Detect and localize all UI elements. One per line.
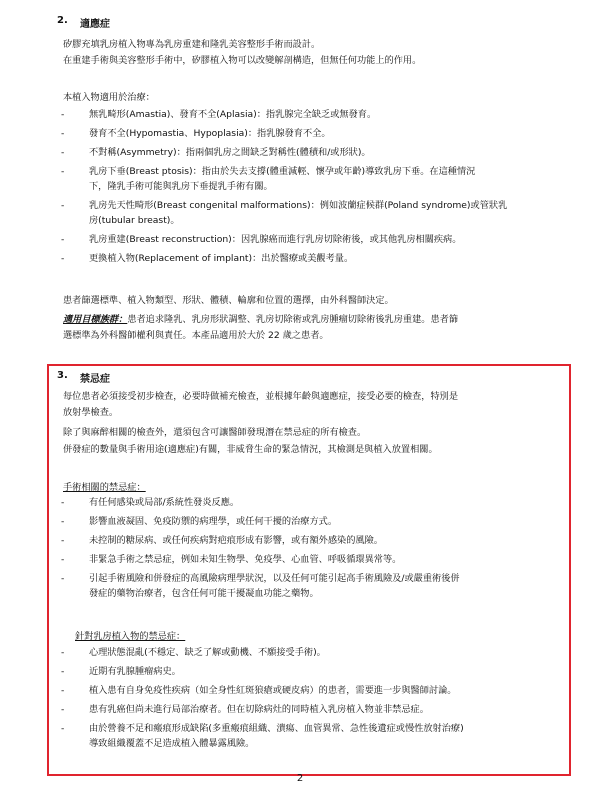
bullet-dash: - [61,554,65,565]
bullet-dash: - [61,704,65,715]
implant-contraindications-list [63,645,563,751]
list-item-text: 發育不全(Hypomastia、Hypoplasia)：指乳腺發育不全。 [89,128,331,139]
section-3-para-1b: 放射學檢查。 [63,407,119,418]
target-population-line [63,312,458,327]
bullet-dash: - [61,234,65,245]
section-2-number: 2. [57,15,68,26]
section-2-intro: 本植入物適用於治療： [63,92,155,103]
bullet-dash: - [61,573,65,584]
list-item-text: 近期有乳腺腫瘤病史。 [89,666,181,677]
bullet-dash: - [61,200,65,211]
list-item-text: 未控制的糖尿病、或任何疾病對疤痕形成有影響，或有額外感染的風險。 [89,535,383,546]
list-item [63,198,563,228]
bullet-dash: - [61,128,65,139]
implant-contraindications-title: 針對乳房植入物的禁忌症： [75,631,186,642]
list-item [63,702,563,717]
list-item-text: 乳房下垂(Breast ptosis)：指由於失去支撐(體重減輕、懷孕或年齡)導致乳房下垂。在這種情況 [89,166,476,177]
list-item-text: 由於營養不足和瘢痕形成缺陷(多重瘢痕組織、潰瘍、血管異常、急性後遺症或慢性放射治療) [89,723,464,734]
list-item-text: 乳房先天性畸形(Breast congenital malformations)：例如波蘭症候群(Poland syndrome)或管狀乳 [89,200,508,211]
bullet-dash: - [61,497,65,508]
list-item-text: 不對稱(Asymmetry)：指兩個乳房之間缺乏對稱性(體積和/或形狀)。 [89,147,371,158]
list-item-text: 植入患有自身免疫性疾病（如全身性紅斑狼瘡或硬皮病）的患者，需要進一步與醫師討論。 [89,685,457,696]
list-item-text: 下，隆乳手術可能與乳房下垂提乳手術有關。 [89,181,273,192]
list-item [63,645,563,660]
section-3-para-1a: 每位患者必須接受初步檢查，必要時做補充檢查，並根據年齡與適應症，接受必要的檢查，特別是 [63,391,459,402]
section-2-indication-list [63,107,563,266]
section-3-para-3: 併發症的數量與手術用途(適應症)有關，非威脅生命的緊急情況，其檢測是與植入放置相關。 [63,444,438,455]
bullet-dash: - [61,723,65,734]
surgical-contraindications-title: 手術相關的禁忌症： [63,482,146,493]
list-item [63,107,563,122]
bullet-dash: - [61,166,65,177]
list-item-text: 無乳畸形(Amastia)、發育不全(Aplasia)：指乳腺完全缺乏或無發育。 [89,109,377,120]
list-item [63,721,563,751]
target-population-text-2: 選標準為外科醫師權利與責任。本產品適用於大於 22 歲之患者。 [63,330,329,341]
bullet-dash: - [61,147,65,158]
section-3-number: 3. [57,370,68,381]
bullet-dash: - [61,109,65,120]
list-item-text: 引起手術風險和併發症的高風險病理學狀況，以及任何可能引起高手術風險及/或嚴重術後併 [89,573,460,584]
bullet-dash: - [61,666,65,677]
section-3-para-2: 除了與麻醉相關的檢查外，還須包含可讓醫師發現潛在禁忌症的所有檢查。 [63,427,367,438]
list-item [63,683,563,698]
section-2-para-3: 患者篩選標準、植入物類型、形狀、體積、輪廓和位置的選擇，由外科醫師決定。 [63,295,394,306]
target-population-label: 適用目標族群： [63,314,128,325]
section-2-para-2: 在重建手術與美容整形手術中，矽膠植入物可以改變解剖構造，但無任何功能上的作用。 [63,55,422,66]
list-item [63,251,563,266]
list-item-text: 乳房重建(Breast reconstruction)：因乳腺癌而進行乳房切除術後，或其他乳房相關疾病。 [89,234,462,245]
list-item-text: 非緊急手術之禁忌症，例如未知生物學、免疫學、心血管、呼吸循環異常等。 [89,554,402,565]
page-number: 2 [296,773,304,784]
list-item-text: 房(tubular breast)。 [89,215,180,226]
bullet-dash: - [61,516,65,527]
list-item [63,533,563,548]
list-item [63,571,563,601]
section-3-title: 禁忌症 [80,374,110,385]
section-2-title: 適應症 [80,19,110,30]
list-item [63,126,563,141]
list-item-text: 患有乳癌但尚未進行局部治療者。但在切除病灶的同時植入乳房植入物並非禁忌症。 [89,704,429,715]
surgical-contraindications-list [63,495,563,601]
list-item [63,145,563,160]
list-item [63,495,563,510]
list-item [63,232,563,247]
bullet-dash: - [61,685,65,696]
list-item-text: 心理狀態混亂(不穩定、缺乏了解或動機、不願接受手術)。 [89,647,326,658]
list-item-text: 導致組織覆蓋不足造成植入體暴露風險。 [89,738,255,749]
list-item-text: 有任何感染或局部/系統性發炎反應。 [89,497,240,508]
bullet-dash: - [61,253,65,264]
list-item-text: 發症的藥物治療者，包含任何可能干擾凝血功能之藥物。 [89,588,319,599]
target-population-text: 患者追求隆乳、乳房形狀調整、乳房切除術或乳房腫瘤切除術後乳房重建。患者篩 [127,314,459,325]
bullet-dash: - [61,535,65,546]
list-item [63,164,563,194]
list-item-text: 更換植入物(Replacement of implant)：出於醫療或美觀考量。 [89,253,354,264]
bullet-dash: - [61,647,65,658]
list-item [63,664,563,679]
list-item [63,514,563,529]
list-item [63,552,563,567]
list-item-text: 影響血液凝固、免疫防禦的病理學，或任何干擾的治療方式。 [89,516,338,527]
section-2-para-1: 矽膠充填乳房植入物專為乳房重建和隆乳美容整形手術而設計。 [63,39,321,50]
